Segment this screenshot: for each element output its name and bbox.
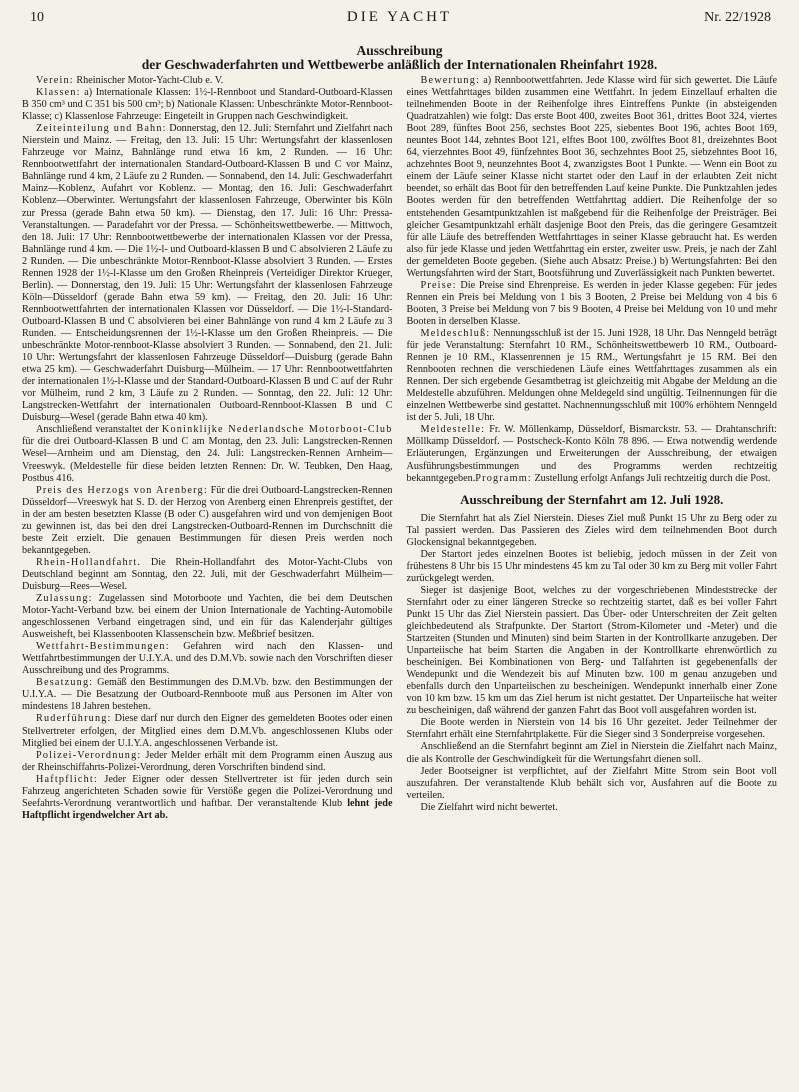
club-name: Koninklijke Nederlandsche Motorboot-Club	[161, 424, 393, 436]
article-columns	[22, 75, 777, 822]
para-zulassung	[22, 593, 393, 641]
text-ruderfuehrung: Diese darf nur durch den Eigner des gemeldeten Bootes oder einen Stellvertreter erfolgen, der Mitglied eines dem D.M.Vb. angeschlossenen Klubs oder Mitglied bei einem der U.I.Y.A. angeschlossenen Verbande ist.	[22, 713, 393, 749]
para-wettfahrt	[22, 641, 393, 677]
para-bewertung	[407, 75, 778, 280]
label-verein: Verein:	[36, 75, 74, 86]
text-meldestelle: Fr. W. Möllenkamp, Düsseldorf, Bismarckstr. 53. — Drahtanschrift: Möllkamp Düsseldorf. — Postscheck-Konto Köln 78 896. — Etwa notwendig werdende Erläuterungen, Ergänzungen und Erweiterungen der Ausschreibung, der etwaigen Ausführungsbestimmungen und des Programms werden rechtzeitig bekanntgegeben.	[406, 424, 777, 484]
issue-number: Nr. 22/1928	[704, 10, 771, 25]
text-haftpflicht: Jeder Eigner oder dessen Stellvertreter ist für jeden durch sein Fahrzeug angerichteten Schaden sowie für Verstöße gegen die Polizei-Verordnung und Seefahrts-Verordnung verantwortlich und haftbar. Der veranstaltende Klub	[22, 773, 393, 809]
label-zulassung: Zulassung:	[36, 593, 93, 605]
text-klassen: a) Internationale Klassen: 1½-l-Rennboot und Standard-Outboard-Klassen B 350 cm³ und C 351 bis 500 cm³; b) Nationale Klassen: Unbeschränkte Motor-Rennboot-Klasse; c) Klassenlose Fahrzeuge: Eingeteilt in Gruppen nach Geschwindigkeit.	[22, 87, 393, 123]
text-preise: Die Preise sind Ehrenpreise. Es werden in jeder Klasse gegeben: Für jedes Rennen ein Preis bei Meldung von 1 bis 3 Booten, 2 Preise bei Meldung von 4 bis 6 Booten, 3 Preise bei Meldung von 7 bis 9 Booten, 4 Preise bei Meldung von 10 und mehr Booten in derselben Klasse.	[406, 279, 777, 327]
journal-name: DIE YACHT	[346, 9, 453, 25]
label-ruderfuehrung: Ruderführung:	[36, 713, 112, 725]
para-sternfahrt-7: Die Zielfahrt wird nicht bewertet.	[420, 801, 558, 813]
article-title-line-2: der Geschwaderfahrten und Wettbewerbe anläßlich der Internationalen Rheinfahrt 1928.	[141, 57, 658, 72]
right-column	[407, 75, 778, 822]
para-ruderfuehrung	[22, 713, 393, 749]
label-programm: Programm:	[475, 472, 532, 484]
sternfahrt-title: Ausschreibung der Sternfahrt am 12. Juli 1928.	[460, 491, 724, 507]
para-haftpflicht	[22, 774, 393, 822]
para-sternfahrt-6: Jeder Bootseigner ist verpflichtet, auf der Zielfahrt Mitte Strom sein Boot voll auszufahren. Der veranstaltende Klub behält sich vor, Ausfahren auf die Boote zu verteilen.	[406, 765, 777, 801]
running-head	[22, 6, 777, 30]
text-zulassung: Zugelassen sind Motorboote und Yachten, die bei dem Deutschen Motor-Yacht-Verband bzw. bei einem der Union Internationale de Yachting-Automobile angeschlossenen Verband eingetragen sind, und ein für das Kalenderjahr gültiges Ausweisheft, bei Klassenbooten Klassenschein bzw. Meßbrief besitzen.	[22, 593, 393, 641]
article-title	[22, 44, 777, 72]
para-sternfahrt-5: Anschließend an die Sternfahrt beginnt am Ziel in Nierstein die Zielfahrt nach Mainz, die als Kontrolle der Geschwindigkeit für die Wertungsfahrt dienen soll.	[406, 741, 777, 765]
para-zeiteinteilung	[22, 123, 393, 424]
para-verein	[22, 75, 393, 87]
label-polizei: Polizei-Verordnung:	[36, 749, 142, 761]
para-rhein-holland	[22, 557, 393, 593]
label-wettfahrt: Wettfahrt-Bestimmungen:	[36, 641, 170, 653]
article-title-line-1: Ausschreibung	[356, 43, 443, 58]
text-bewertung: a) Rennbootwettfahrten. Jede Klasse wird für sich gewertet. Die Läufe eines Wettfahrttages bilden zusammen eine Wettfahrt. In jedem Einzellauf erhalten die teilnehmenden Boote in der Reihenfolge ihres Eintreffens Punkte (in absteigenden Quadratzahlen) wie folgt: Das erste Boot 400, zweites Boot 361, drittes Boot 324, viertes Boot 289, fünftes Boot 256, sechstes Boot 225, siebentes Boot 196, achtes Boot 169, neuntes Boot 144, zehntes Boot 121, elftes Boot 100, zwölftes Boot 81, dreizehntes Boot 64, vierzehntes Boot 49, fünfzehntes Boot 36, sechzehntes Boot 25, siebzehntes Boot 16, achzehntes Boot 9, neunzehntes Boot 4, zwanzigstes Boot 1 Punkte. — Wenn ein Boot zu einem der Läufe seiner Klasse nicht startet oder den Lauf in der erlaubten Zeit nicht beendet, so erhält das Boot für den betreffenden Lauf keine Punkte. Die Punktzahlen jedes Bootes werden für den betreffenden Wettfahrttag addiert. Die Reihenfolge der so entstehenden Gesamtpunktzahlen ist maßgebend für die Reihenfolge der Preisträger. Bei gleicher Gesamtpunktzahl erhält dasjenige Boot den Preis, das die geringere Gesamtzeit für alle Läufe des betreffenden Wettfahrttages in seiner Klasse gebraucht hat. Es werden also für jede Klasse und jeden Wettfahrttag ein erster, zweiter usw. Preis, je nach der Zahl der gemeldeten Boote gegeben. (Siehe auch Absatz: Preise.) b) Wertungsfahrten: Bei den Wertungsfahrten wird der Start, Bootsführung und Zuverlässigkeit nach Punkten bewertet.	[406, 75, 777, 279]
para-meldeschluss	[407, 328, 778, 424]
para-sternfahrt-1: Die Sternfahrt hat als Ziel Nierstein. Dieses Ziel muß Punkt 15 Uhr zu Berg oder zu Tal passiert werden. Das Passieren des Zieles wird dem teilnehmenden Boot durch Glockensignal bekanntgegeben.	[406, 512, 777, 548]
label-besatzung: Besatzung:	[36, 677, 94, 689]
text-zeiteinteilung: Donnerstag, den 12. Juli: Sternfahrt und Zielfahrt nach Nierstein und Mainz. — Freitag, den 13. Juli: 15 Uhr: Wertungsfahrt der klassenlosen Fahrzeuge vor Mainz, Bahnlänge rund etwa 16 km, 2 Runden. — 16 Uhr: Rennbootwettfahrt der internationalen Standard-Outboard-Klassen B und C vor Mainz, Bahnlänge rund 4 km, 2 Läufe zu 2 Runden. — Sonnabend, den 14. Juli: Geschwaderfahrt Mainz—Koblenz, Aufahrt vor Koblenz. — Montag, den 16. Juli: Geschwaderfahrt Koblenz—Oberwinter. Wertungsfahrt der klassenlosen Fahrzeuge, Oberwinter bis Köln zur Pressa (gerade Bahn etwa 50 km). — Dienstag, den 17. Juli: 16 Uhr: Pressa-Veranstaltungen. — Paradefahrt vor der Pressa. — Schönheitswettbewerbe. — Mittwoch, den 18. Juli: 17 Uhr: Rennbootwettbewerbe der internationalen Klassen vor der Pressa, Bahnlänge rund 4 km. — Die 1½-l- und Outboard-klassen B und C absolvieren 2 Läufe zu 2 Runden. — Die unbeschränkte Motor-Rennboot-Klasse absolviert 3 Runden. — Erstes Rennen 1928 der 1½-l-Klasse um den Großen Rheinpreis (Verteidiger Direktor Krueger, Berlin). — Donnerstag, den 19. Juli: 15 Uhr: Wertungsfahrt der klassenlosen Fahrzeuge Köln—Düsseldorf (gerade Bahn etwa 59 km). — Freitag, den 20. Juli: 16 Uhr: Rennbootwettfahrten der internationalen Klassen vor Düsseldorf. — Die 1½-l-Standard-Outboard-Klassen B und C absolvieren bei einer Bahnlänge von rund 4 km 2 Läufe zu 3 Runden. — Entscheidungsrennen der 1½-l-Klasse um den Großen Rheinpreis. — Die unbeschränkte Motor-rennboot-Klasse absolviert 3 Runden. — Sonnabend, den 21. Juli: 10 Uhr: Wertungsfahrt der klassenlosen Fahrzeuge Düsseldorf—Duisburg (gerade Bahn etwa 25 km). — Geschwaderfahrt Duisburg—Mülheim. — 17 Uhr: Rennbootwettfahrten der internationalen 1½-l-Klasse und der Standard-Outboard-Klassen B und C auf der Ruhr vor Mülheim, rund 2 km, 3 Läufe zu 2 Runden. — Sonntag, den 22. Juli: 12 Uhr: Langstrecken-Wettfahrt der internationalen Outboard-Rennboot-Klassen B und C Duisburg—Wesel (gerade Bahn etwa 40 km).	[22, 123, 393, 424]
label-rhein-holland: Rhein-Hollandfahrt.	[36, 556, 142, 568]
label-meldestelle: Meldestelle:	[420, 424, 486, 436]
para-meldestelle	[407, 424, 778, 484]
label-klassen: Klassen:	[36, 87, 81, 99]
page-number: 10	[30, 10, 44, 25]
text-wettfahrt: Gefahren wird nach den Klassen- und Wettfahrtbestimmungen der U.I.Y.A. und des D.M.Vb. sowie nach den Vorschriften dieser Ausschreibung und des Programms.	[22, 641, 393, 677]
label-preise: Preise:	[420, 279, 457, 291]
para-sternfahrt-3: Sieger ist dasjenige Boot, welches zu der vorgeschriebenen Mindeststrecke der Sternfahrt oder zu einer längeren Strecke so rechtzeitig startet, daß es bei voller Fahrt Punkt 15 Uhr das Ziel Nierstein passiert. Das Über- oder Unterschreiten der Zeit gelten gleichbedeutend als Strafpunkte. Der Startort (Strom-Kilometer und -Meter) und die Startzeiten (Stunden und Minuten) sind beim Starten in der Kontrollkarte anzugeben. Der Unparteiische hat beim Starten die Angaben in der Kontrollkarte ehrenwörtlich zu bescheinigen. Bei Kombinationen von Berg- und Talfahrten ist gegebenenfalls der Wendepunkt und die Wendezeit bis auf Minuten bzw. 100 m genau anzugeben und ebenfalls durch den Unparteiischen zu bescheinigen. Wendepunkt innerhalb einer Zone von 10 km bzw. 15 km um das Ziel herum ist nicht gestattet. Der Unparteiische hat weiter zu bescheinigen, daß während der ganzen Fahrt das Boot voll ausgefahren worden ist.	[406, 584, 777, 717]
left-column	[22, 75, 393, 822]
para-preise	[407, 280, 778, 328]
text-rhein-holland: Die Rhein-Hollandfahrt des Motor-Yacht-Clubs von Deutschland beginnt am Sonntag, den 22. Juli, mit der Geschwaderfahrt Mülheim—Duisburg—Rees—Wesel.	[22, 556, 393, 592]
text-anschliessend: für die drei Outboard-Klassen B und C am Montag, den 23. Juli: Langstrecken-Rennen Wesel—Arnheim und am Dienstag, den 24. Juli: Langstrecken-Rennen Arnheim—Vreeswyk. (Meldestelle für diese beiden letzten Rennen: Dr. W. Teubken, Den Haag, Postbus 416.	[22, 436, 393, 484]
text-polizei: Jeder Melder erhält mit dem Programm einen Auszug aus der Rheinschiffahrts-Polizei-Verordnung, deren Vorschriften bindend sind.	[22, 749, 393, 773]
para-preis-arenberg	[22, 485, 393, 557]
para-klassen	[22, 87, 393, 123]
text-besatzung: Gemäß den Bestimmungen des D.M.Vb. bzw. den Bestimmungen der U.I.Y.A. — Die Besatzung der Outboard-Rennboote muß aus Personen im Alter von mindestens 18 Jahren bestehen.	[22, 677, 393, 713]
text-meldeschluss: Nennungsschluß ist der 15. Juni 1928, 18 Uhr. Das Nenngeld beträgt für jede Veranstaltung: Sternfahrt 10 RM., Schönheitswettbewerb 10 RM., Outboard-Rennen je 10 RM., Klassenrennen je 15 RM., Wertungsfahrt je 15 RM. Bei den Rennbooten rechnen die verschiedenen Läufe eines Wettfahrttages zusammen als ein Rennen. Der sich ergebende Gesamtbetrag ist gleichzeitig mit Abgabe der Meldung an die Meldestelle abzuführen. Meldungen ohne Meldegeld sind ungültig. Teilnennungen für die einzelnen Wettbewerbe sind gestattet. Nachnennungsschluß mit 100% erhöhtem Nenngeld ist der 5. Juli, 18 Uhr.	[406, 327, 777, 424]
para-sternfahrt-4: Die Boote werden in Nierstein von 14 bis 16 Uhr gezeitet. Jeder Teilnehmer der Sternfahrt erhält eine Sternfahrtplakette. Für die Sieger sind 3 Sonderpreise vorgesehen.	[406, 717, 777, 741]
para-sternfahrt-2: Der Startort jedes einzelnen Bootes ist beliebig, jedoch müssen in der Zeit von frühestens 8 Uhr bis 15 Uhr mindestens 45 km zu Tal oder 30 km zu Berg mit voller Fahrt zurückgelegt werden.	[406, 548, 777, 584]
label-zeiteinteilung: Zeiteinteilung und Bahn:	[36, 123, 167, 135]
label-preis-arenberg: Preis des Herzogs von Arenberg:	[36, 484, 208, 496]
text-preis-arenberg: Für die drei Outboard-Langstrecken-Rennen Düsseldorf—Vreeswyk hat S. D. der Herzog von Arenberg einen Ehrenpreis gestiftet, der in der am besten besetzten Klasse (B oder C) ausgefahren wird und von demjenigen Boot zu gewinnen ist, das bei den drei Langstrecken-Outboard-Rennen im Durchschnitt die beste Zeit erzielt. Die genauen Bestimmungen für diesen Preis werden noch bekanntgegeben.	[22, 484, 393, 556]
para-besatzung	[22, 677, 393, 713]
label-haftpflicht: Haftpflicht:	[36, 773, 98, 785]
para-polizei	[22, 750, 393, 774]
label-bewertung: Bewertung:	[420, 75, 481, 86]
label-meldeschluss: Meldeschluß:	[420, 327, 491, 339]
text-anschliessend-pre: Anschließend veranstaltet der	[36, 424, 162, 436]
text-verein: Rheinischer Motor-Yacht-Club e. V.	[73, 75, 224, 86]
para-anschliessend	[22, 424, 393, 484]
text-programm: Zustellung erfolgt Anfangs Juli rechtzeitig durch die Post.	[531, 472, 771, 484]
text-haftpflicht-bold: lehnt jede Haftpflicht irgendwelcher Art ab.	[22, 797, 393, 821]
